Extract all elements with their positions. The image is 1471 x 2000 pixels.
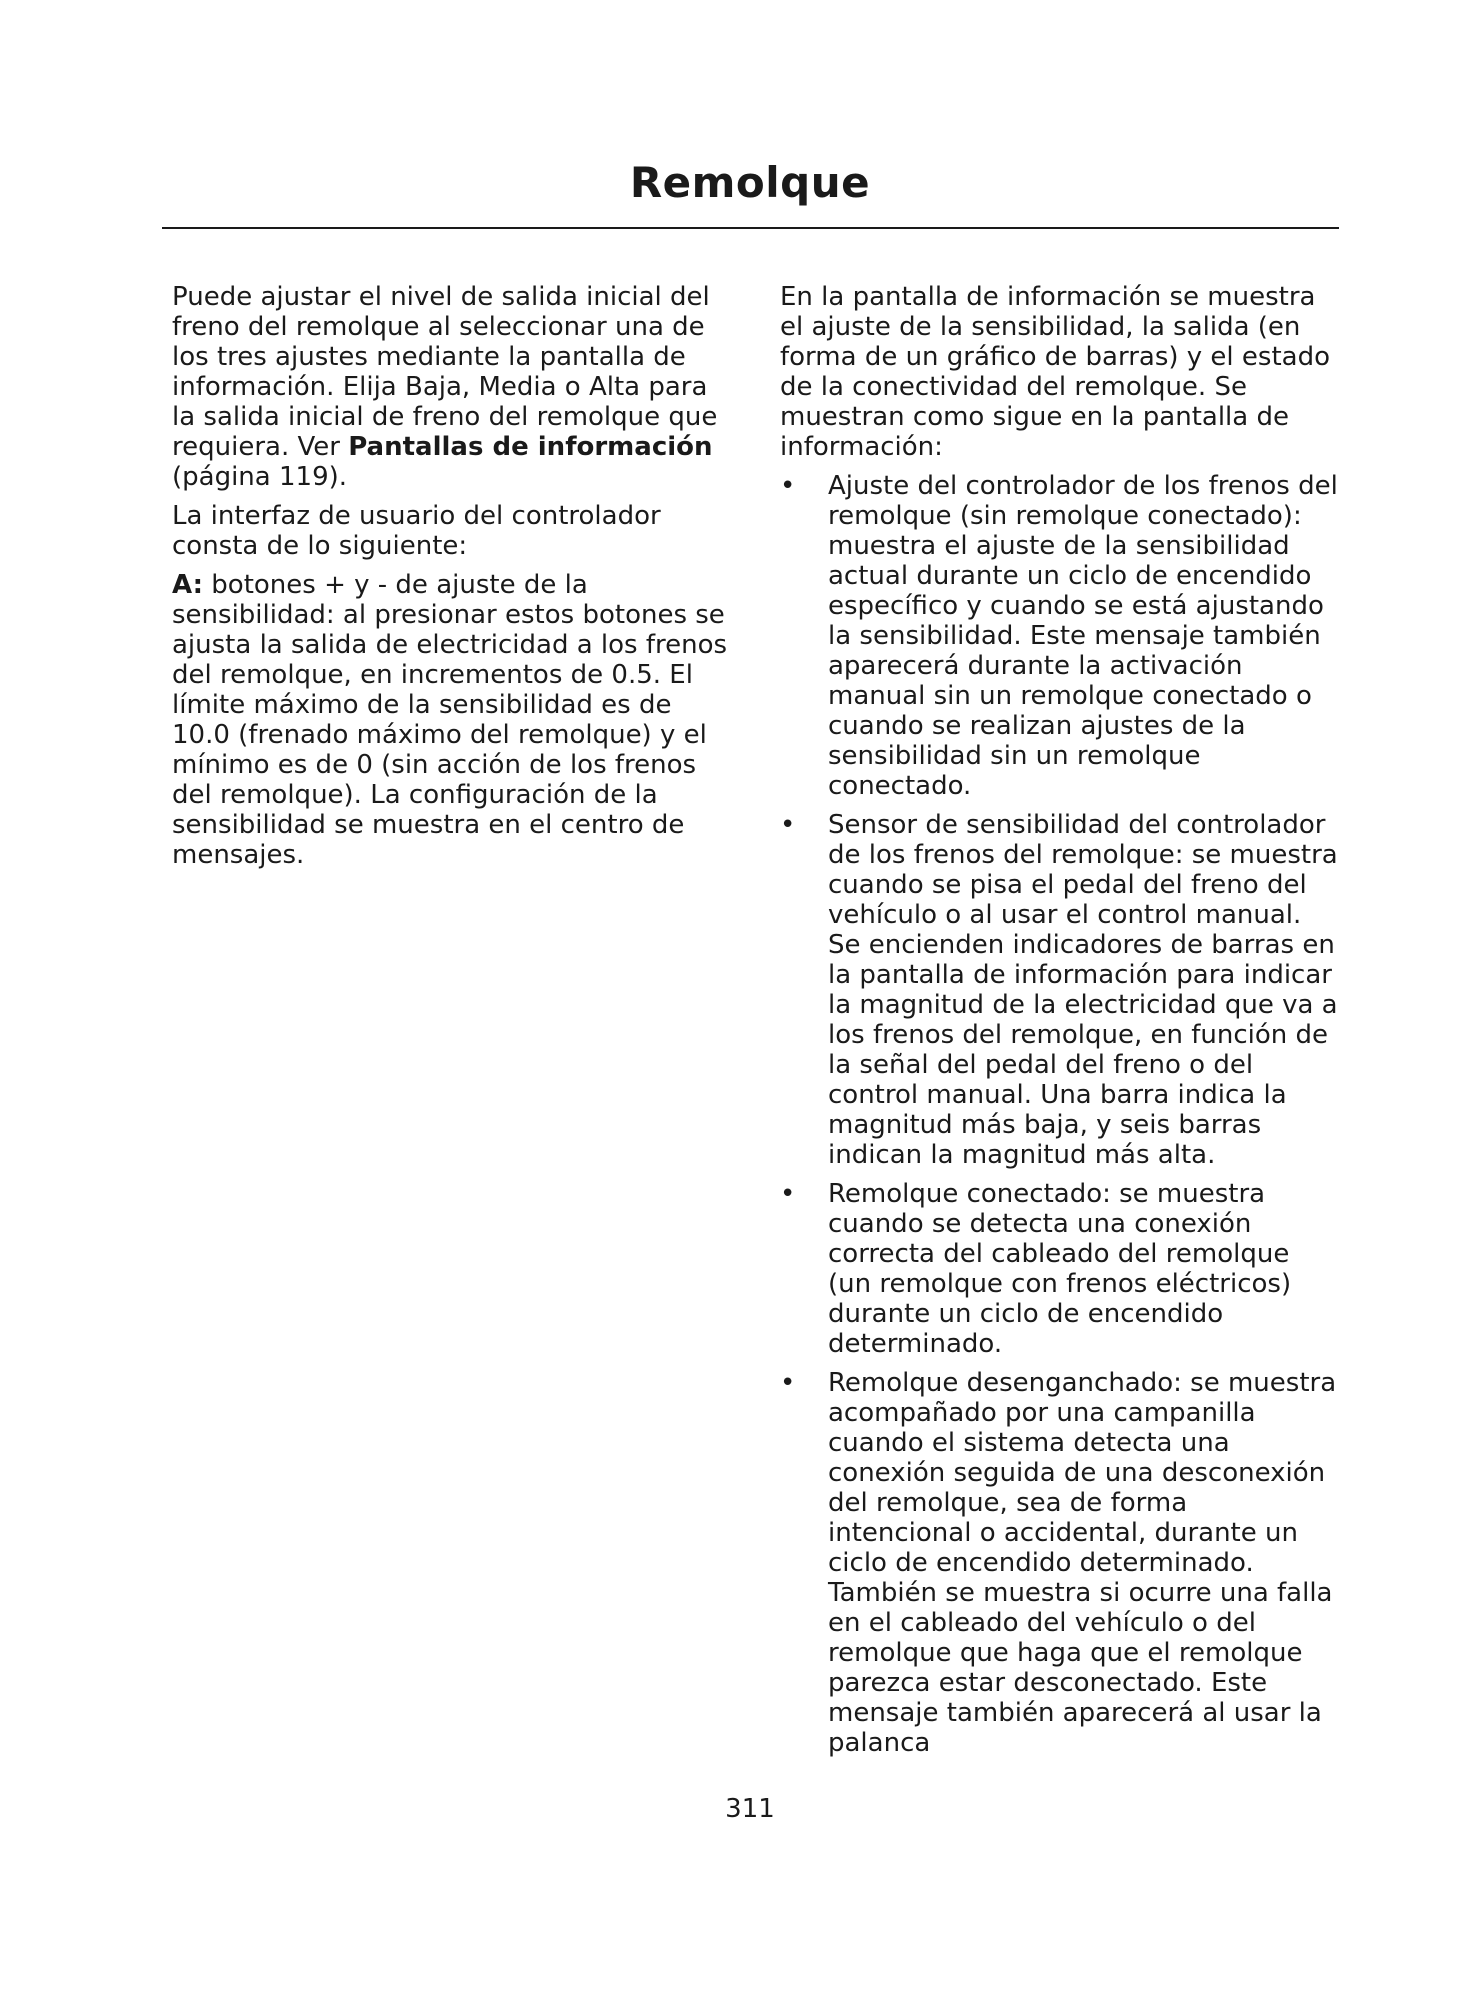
paragraph-display-intro: En la pantalla de información se muestra el ajuste de la sensibilidad, la salida (en forma de un gráfico de barras) y el estado de la conectividad del remolque. Se muestran como sigue en la pantalla de información:: [780, 282, 1330, 462]
page-number: 311: [725, 1794, 775, 1824]
cross-reference-link[interactable]: Pantallas de información: [348, 432, 713, 462]
list-item: [780, 1368, 1338, 1758]
list-item-text: Ajuste del controlador de los frenos del remolque (sin remolque conectado): muestra el ajuste de la sensibilidad actual durante un ciclo de encendido específico y cuando se está ajustando la sensibilidad. Este mensaje también aparecerá durante la activación manual sin un remolque conectado o cuando se realizan ajustes de la sensibilidad sin un remolque conectado.: [828, 471, 1338, 801]
item-label: A:: [172, 570, 204, 600]
bullet-icon: •: [780, 1179, 796, 1209]
bullet-icon: •: [780, 1368, 796, 1398]
paragraph-brake-output-level: [172, 282, 728, 492]
paragraph-interface-intro: La interfaz de usuario del controlador consta de lo siguiente:: [172, 501, 661, 561]
page-reference: (página 119).: [172, 462, 348, 492]
title-divider: [162, 227, 1339, 229]
list-item: [780, 810, 1338, 1170]
list-item: [780, 1179, 1338, 1359]
paragraph-sensitivity-buttons: [172, 570, 728, 870]
bullet-list: [780, 471, 1338, 1758]
list-item: [780, 471, 1338, 801]
page-title: Remolque: [629, 158, 871, 207]
list-item-text: Sensor de sensibilidad del controlador de los frenos del remolque: se muestra cuando se pisa el pedal del freno del vehículo o al usar el control manual. Se encienden indicadores de barras en la pantalla de información para indicar la magnitud de la electricidad que va a los frenos del remolque, en función de la señal del pedal del freno o del control manual. Una barra indica la magnitud más baja, y seis barras indican la magnitud más alta.: [828, 810, 1338, 1170]
list-item-text: Remolque conectado: se muestra cuando se detecta una conexión correcta del cableado del remolque (un remolque con frenos eléctricos) durante un ciclo de encendido determinado.: [828, 1179, 1292, 1359]
list-item-text: Remolque desenganchado: se muestra acompañado por una campanilla cuando el sistema detecta una conexión seguida de una desconexión del remolque, sea de forma intencional o accidental, durante un ciclo de encendido determinado. También se muestra si ocurre una falla en el cableado del vehículo o del remolque que haga que el remolque parezca estar desconectado. Este mensaje también aparecerá al usar la palanca: [828, 1368, 1337, 1758]
paragraph-text: botones + y - de ajuste de la sensibilidad: al presionar estos botones se ajusta la salida de electricidad a los frenos del remolque, en incrementos de 0.5. El límite máximo de la sensibilidad es de 10.0 (frenado máximo del remolque) y el mínimo es de 0 (sin acción de los frenos del remolque). La configuración de la sensibilidad se muestra en el centro de mensajes.: [172, 570, 728, 870]
right-column: [780, 282, 1338, 1767]
bullet-icon: •: [780, 471, 796, 501]
paragraph-text: Puede ajustar el nivel de salida inicial del freno del remolque al seleccionar una de los tres ajustes mediante la pantalla de información. Elija Baja, Media o Alta para la salida inicial de freno del remolque que requiera. Ver: [172, 282, 718, 462]
left-column: [172, 282, 728, 879]
bullet-icon: •: [780, 810, 796, 840]
